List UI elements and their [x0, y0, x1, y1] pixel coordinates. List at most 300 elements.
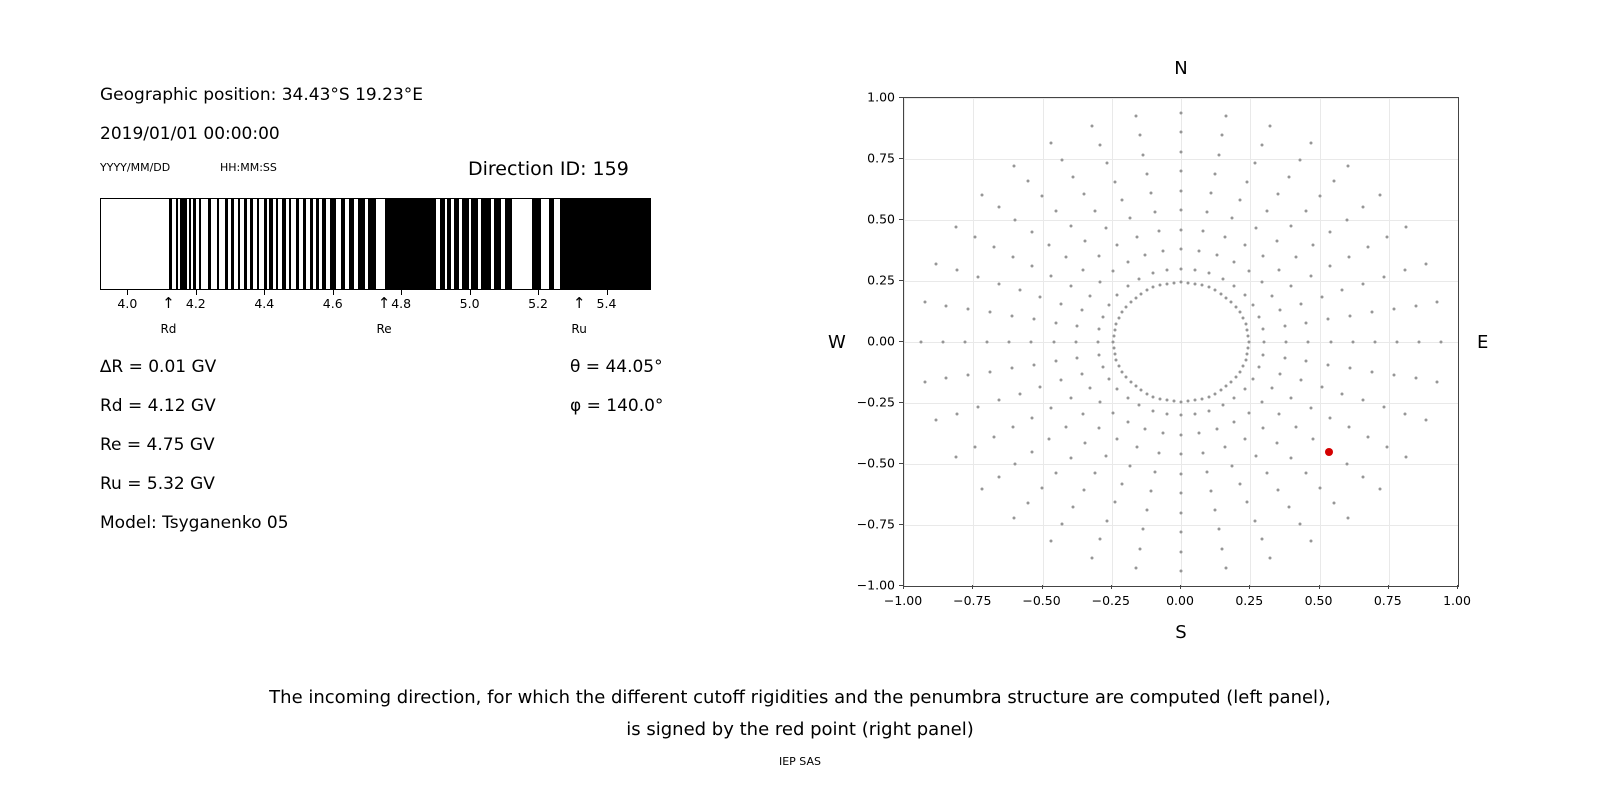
- direction-point: [1194, 399, 1197, 402]
- direction-point: [1362, 282, 1365, 285]
- direction-point: [1221, 134, 1224, 137]
- penumbra-band: [505, 199, 512, 289]
- direction-point: [1050, 275, 1053, 278]
- direction-point: [1030, 341, 1033, 344]
- direction-point: [1217, 153, 1220, 156]
- direction-point: [1098, 538, 1101, 541]
- direction-point: [989, 311, 992, 314]
- direction-point: [1392, 307, 1395, 310]
- direction-point: [1113, 180, 1116, 183]
- direction-point: [1271, 387, 1274, 390]
- direction-point: [1278, 372, 1281, 375]
- direction-point: [1082, 268, 1085, 271]
- direction-point: [1050, 406, 1053, 409]
- direction-point: [1263, 341, 1266, 344]
- gridline: [904, 159, 1458, 160]
- direction-point: [1127, 260, 1130, 263]
- penumbra-band: [349, 199, 354, 289]
- x-axis-tick: [1249, 585, 1250, 589]
- direction-point: [1246, 353, 1249, 356]
- direction-point: [1121, 311, 1124, 314]
- direction-point: [1305, 321, 1308, 324]
- direction-point: [1113, 353, 1116, 356]
- direction-point: [1370, 370, 1373, 373]
- right-panel: [800, 0, 1600, 660]
- direction-point: [1221, 404, 1224, 407]
- direction-point: [997, 399, 1000, 402]
- direction-point: [1083, 441, 1086, 444]
- direction-point: [1113, 501, 1116, 504]
- axis-tick-label: 5.2: [528, 296, 548, 311]
- penumbra-band: [316, 199, 319, 289]
- y-axis-tick: [899, 219, 903, 220]
- direction-point: [919, 341, 922, 344]
- direction-point: [1233, 284, 1236, 287]
- phi-value: φ = 140.0°: [570, 396, 664, 416]
- direction-point: [1258, 366, 1261, 369]
- direction-point: [1265, 472, 1268, 475]
- direction-point: [1187, 281, 1190, 284]
- direction-point: [1225, 296, 1228, 299]
- marker-arrow-icon: ↑: [572, 294, 586, 312]
- direction-point: [1094, 472, 1097, 475]
- direction-point: [1414, 377, 1417, 380]
- direction-point: [1217, 528, 1220, 531]
- direction-point: [1310, 142, 1313, 145]
- direction-point: [1041, 486, 1044, 489]
- direction-point: [1341, 289, 1344, 292]
- direction-point: [1127, 421, 1130, 424]
- direction-point: [1265, 209, 1268, 212]
- direction-point: [1031, 450, 1034, 453]
- direction-point: [997, 282, 1000, 285]
- direction-point: [1234, 376, 1237, 379]
- direction-point: [1180, 570, 1183, 573]
- direction-point: [1216, 428, 1219, 431]
- axis-tick-label: 5.0: [459, 296, 480, 311]
- direction-point: [1180, 433, 1183, 436]
- axis-tick-label: 4.2: [185, 296, 206, 311]
- direction-point: [1180, 170, 1183, 173]
- axis-tick-label: 4.0: [117, 296, 138, 311]
- x-axis-tick-label: −0.25: [1091, 593, 1130, 608]
- direction-point: [1213, 172, 1216, 175]
- y-axis-tick: [899, 158, 903, 159]
- x-axis-tick: [903, 585, 904, 589]
- direction-point: [1320, 386, 1323, 389]
- theta-value: θ = 44.05°: [570, 357, 663, 377]
- direction-point: [1299, 522, 1302, 525]
- marker-label: Re: [376, 322, 392, 336]
- direction-point: [1276, 240, 1279, 243]
- direction-point: [980, 193, 983, 196]
- axis-tick: [127, 290, 128, 295]
- direction-point: [1136, 446, 1139, 449]
- direction-point: [923, 380, 926, 383]
- direction-point: [1283, 357, 1286, 360]
- direction-point: [1115, 359, 1118, 362]
- direction-point: [1126, 284, 1129, 287]
- penumbra-band: [264, 199, 267, 289]
- direction-point: [1146, 172, 1149, 175]
- axis-tick: [607, 290, 608, 295]
- penumbra-band: [269, 199, 272, 289]
- direction-point: [1098, 353, 1101, 356]
- direction-point: [1347, 426, 1350, 429]
- direction-point: [1269, 556, 1272, 559]
- direction-point: [1209, 192, 1212, 195]
- direction-point: [1246, 328, 1249, 331]
- direction-point: [992, 436, 995, 439]
- direction-point: [1010, 314, 1013, 317]
- direction-point: [1032, 318, 1035, 321]
- direction-point: [1436, 380, 1439, 383]
- direction-point: [1309, 406, 1312, 409]
- caption-line-1: The incoming direction, for which the different cutoff rigidities and the penumbra structure are computed (left panel),: [269, 687, 1331, 708]
- direction-point: [1165, 399, 1168, 402]
- penumbra-band: [330, 199, 336, 289]
- direction-point: [1161, 249, 1164, 252]
- direction-point: [1150, 192, 1153, 195]
- direction-point: [1347, 165, 1350, 168]
- direction-point: [956, 412, 959, 415]
- direction-point: [1276, 488, 1279, 491]
- direction-point: [1187, 400, 1190, 403]
- direction-point: [973, 236, 976, 239]
- direction-point: [1305, 360, 1308, 363]
- x-axis-tick-label: −0.75: [953, 593, 992, 608]
- penumbra-band: [169, 199, 172, 289]
- axis-tick: [333, 290, 334, 295]
- penumbra-band: [322, 199, 326, 289]
- y-axis-tick: [899, 280, 903, 281]
- direction-point: [1307, 341, 1310, 344]
- re-value: Re = 4.75 GV: [100, 435, 215, 455]
- direction-point: [1083, 240, 1086, 243]
- left-panel: [0, 0, 800, 660]
- direction-point: [1180, 414, 1183, 417]
- direction-point: [1146, 289, 1149, 292]
- x-axis-tick-label: 0.50: [1304, 593, 1333, 608]
- compass-north-label: N: [1174, 58, 1188, 79]
- marker-label: Rd: [160, 322, 177, 336]
- direction-point: [1221, 277, 1224, 280]
- direction-point: [1069, 284, 1072, 287]
- direction-point: [1243, 388, 1246, 391]
- direction-point: [1151, 409, 1154, 412]
- direction-point: [1140, 292, 1143, 295]
- penumbra-band: [238, 199, 240, 289]
- direction-point: [1309, 275, 1312, 278]
- direction-point: [1106, 162, 1109, 165]
- direction-point: [1121, 198, 1124, 201]
- direction-point: [1081, 309, 1084, 312]
- y-axis-tick-label: 0.50: [867, 211, 895, 227]
- direction-point: [1048, 438, 1051, 441]
- direction-point: [1039, 386, 1042, 389]
- direction-point: [1129, 300, 1132, 303]
- rd-value: Rd = 4.12 GV: [100, 396, 216, 416]
- direction-point: [1405, 455, 1408, 458]
- direction-point: [1362, 475, 1365, 478]
- gridline: [904, 525, 1458, 526]
- direction-point: [1134, 115, 1137, 118]
- y-axis-tick-label: −0.75: [856, 516, 895, 532]
- direction-point: [1205, 211, 1208, 214]
- penumbra-band: [454, 199, 459, 289]
- penumbra-band: [385, 199, 436, 289]
- axis-tick: [401, 290, 402, 295]
- direction-point: [1244, 359, 1247, 362]
- penumbra-band: [231, 199, 234, 289]
- direction-point: [1208, 272, 1211, 275]
- direction-point: [1311, 438, 1314, 441]
- direction-point: [1304, 210, 1307, 213]
- x-axis-tick: [1457, 585, 1458, 589]
- direction-point: [1247, 269, 1250, 272]
- direction-point: [1209, 489, 1212, 492]
- direction-point: [1277, 268, 1280, 271]
- marker-label: Ru: [571, 322, 587, 336]
- direction-point: [1116, 438, 1119, 441]
- direction-point: [1247, 347, 1250, 350]
- gridline: [904, 464, 1458, 465]
- direction-point: [1180, 281, 1183, 284]
- direction-point: [1213, 392, 1216, 395]
- penumbra-axis: [100, 290, 651, 350]
- direction-point: [1112, 269, 1115, 272]
- direction-point: [1277, 413, 1280, 416]
- direction-point: [1225, 385, 1228, 388]
- direction-point: [1351, 341, 1354, 344]
- direction-point: [1081, 372, 1084, 375]
- penumbra-band: [549, 199, 554, 289]
- model-value: Model: Tsyganenko 05: [100, 513, 289, 533]
- penumbra-band: [462, 199, 469, 289]
- direction-point: [1018, 392, 1021, 395]
- direction-point: [1088, 387, 1091, 390]
- penumbra-band: [276, 199, 279, 289]
- penumbra-band: [193, 199, 196, 289]
- direction-point: [1098, 426, 1101, 429]
- direction-point: [1165, 413, 1168, 416]
- direction-point: [1014, 463, 1017, 466]
- direction-point: [1105, 226, 1108, 229]
- direction-point: [1026, 501, 1029, 504]
- direction-point: [1074, 341, 1077, 344]
- direction-point: [1121, 483, 1124, 486]
- direction-point: [1238, 198, 1241, 201]
- direction-point: [1290, 225, 1293, 228]
- direction-point: [1341, 392, 1344, 395]
- direction-point: [1370, 311, 1373, 314]
- y-axis-tick: [899, 97, 903, 98]
- direction-point: [1054, 321, 1057, 324]
- direction-point: [1318, 486, 1321, 489]
- direction-point: [1125, 376, 1128, 379]
- direction-point: [1288, 176, 1291, 179]
- direction-point: [1069, 397, 1072, 400]
- direction-point: [1159, 397, 1162, 400]
- penumbra-band: [257, 199, 260, 289]
- direction-point: [1065, 256, 1068, 259]
- direction-point: [1194, 282, 1197, 285]
- direction-point: [1154, 470, 1157, 473]
- direction-point: [997, 206, 1000, 209]
- penumbra-band: [310, 199, 313, 289]
- direction-point: [1328, 265, 1331, 268]
- ru-value: Ru = 5.32 GV: [100, 474, 215, 494]
- marker-arrow-icon: ↑: [377, 294, 391, 312]
- direction-point: [1253, 519, 1256, 522]
- penumbra-band: [289, 199, 292, 289]
- direction-point: [1112, 347, 1115, 350]
- direction-point: [1172, 281, 1175, 284]
- penumbra-band: [225, 199, 228, 289]
- direction-point: [1090, 556, 1093, 559]
- direction-point: [1048, 243, 1051, 246]
- direction-point: [1290, 397, 1293, 400]
- direction-point: [1060, 302, 1063, 305]
- direction-point: [1118, 316, 1121, 319]
- direction-point: [1345, 463, 1348, 466]
- direction-point: [1032, 363, 1035, 366]
- direction-point: [1150, 489, 1153, 492]
- direction-point: [923, 301, 926, 304]
- x-axis-tick: [972, 585, 973, 589]
- direction-point: [1071, 176, 1074, 179]
- direction-point: [1180, 472, 1183, 475]
- direction-point: [976, 275, 979, 278]
- direction-point: [1202, 451, 1205, 454]
- figure-caption: [0, 682, 1600, 746]
- direction-point: [1055, 210, 1058, 213]
- direction-point: [1347, 255, 1350, 258]
- direction-point: [1115, 322, 1118, 325]
- direction-point: [1060, 159, 1063, 162]
- penumbra-band: [560, 199, 651, 289]
- datetime-text: 2019/01/01 00:00:00: [100, 124, 280, 144]
- direction-point: [1180, 131, 1183, 134]
- direction-point: [1108, 304, 1111, 307]
- direction-point: [1142, 153, 1145, 156]
- direction-point: [954, 455, 957, 458]
- gridline: [904, 98, 1458, 99]
- direction-point: [1031, 231, 1034, 234]
- direction-point: [1285, 341, 1288, 344]
- direction-point: [1310, 539, 1313, 542]
- direction-point: [1283, 324, 1286, 327]
- direction-point: [1362, 206, 1365, 209]
- direction-point: [1101, 366, 1104, 369]
- direction-point: [1180, 228, 1183, 231]
- axis-tick-label: 4.6: [322, 296, 343, 311]
- direction-point: [1243, 293, 1246, 296]
- x-axis-tick-label: −1.00: [883, 593, 923, 608]
- direction-point: [1219, 292, 1222, 295]
- direction-point: [1247, 334, 1250, 337]
- selected-direction-point[interactable]: [1325, 448, 1333, 456]
- direction-point: [1157, 451, 1160, 454]
- direction-point: [1294, 425, 1297, 428]
- direction-point: [1418, 341, 1421, 344]
- direction-point: [1069, 456, 1072, 459]
- direction-point: [1172, 400, 1175, 403]
- direction-point: [1230, 300, 1233, 303]
- direction-id-label: Direction ID: 159: [468, 158, 629, 180]
- direction-point: [1327, 318, 1330, 321]
- direction-point: [1180, 550, 1183, 553]
- direction-point: [1373, 341, 1376, 344]
- direction-point: [1134, 385, 1137, 388]
- x-axis-tick: [1111, 585, 1112, 589]
- axis-tick: [196, 290, 197, 295]
- direction-point: [1213, 509, 1216, 512]
- direction-point: [1180, 189, 1183, 192]
- direction-point: [1180, 453, 1183, 456]
- direction-point: [1126, 397, 1129, 400]
- penumbra-band: [303, 199, 306, 289]
- direction-point: [1246, 501, 1249, 504]
- direction-point: [1159, 284, 1162, 287]
- marker-arrow-icon: ↑: [162, 294, 175, 312]
- direction-point: [1039, 295, 1042, 298]
- direction-point: [1108, 377, 1111, 380]
- penumbra-band: [341, 199, 345, 289]
- x-axis-tick-label: 0.00: [1166, 593, 1194, 608]
- direction-point: [1118, 365, 1121, 368]
- direction-point: [1288, 505, 1291, 508]
- caption-line-2: is signed by the red point (right panel): [626, 719, 974, 740]
- direction-point: [1383, 406, 1386, 409]
- direction-point: [1216, 253, 1219, 256]
- direction-point: [1383, 275, 1386, 278]
- direction-point: [1233, 397, 1236, 400]
- direction-point: [1157, 230, 1160, 233]
- direction-point: [1349, 314, 1352, 317]
- direction-point: [1232, 421, 1235, 424]
- sky-map-plot: [903, 97, 1459, 587]
- direction-point: [1238, 311, 1241, 314]
- y-axis-tick-label: −1.00: [856, 577, 895, 593]
- direction-point: [1140, 389, 1143, 392]
- direction-point: [1116, 388, 1119, 391]
- direction-point: [992, 245, 995, 248]
- x-axis-tick-label: −0.50: [1022, 593, 1061, 608]
- direction-point: [1065, 425, 1068, 428]
- direction-point: [1223, 235, 1226, 238]
- direction-point: [967, 374, 970, 377]
- direction-point: [1112, 341, 1115, 344]
- direction-point: [1261, 353, 1264, 356]
- axis-tick-label: 4.8: [391, 296, 412, 311]
- delta-r-value: ∆R = 0.01 GV: [100, 357, 217, 377]
- direction-point: [954, 226, 957, 229]
- y-axis-tick-label: −0.25: [856, 394, 895, 410]
- penumbra-band: [471, 199, 478, 289]
- direction-point: [1094, 209, 1097, 212]
- penumbra-band: [481, 199, 491, 289]
- direction-point: [1320, 295, 1323, 298]
- penumbra-band: [358, 199, 364, 289]
- direction-point: [1136, 235, 1139, 238]
- direction-point: [1014, 218, 1017, 221]
- direction-point: [945, 377, 948, 380]
- direction-point: [1392, 374, 1395, 377]
- direction-point: [986, 341, 989, 344]
- direction-point: [1207, 395, 1210, 398]
- penumbra-band: [208, 199, 211, 289]
